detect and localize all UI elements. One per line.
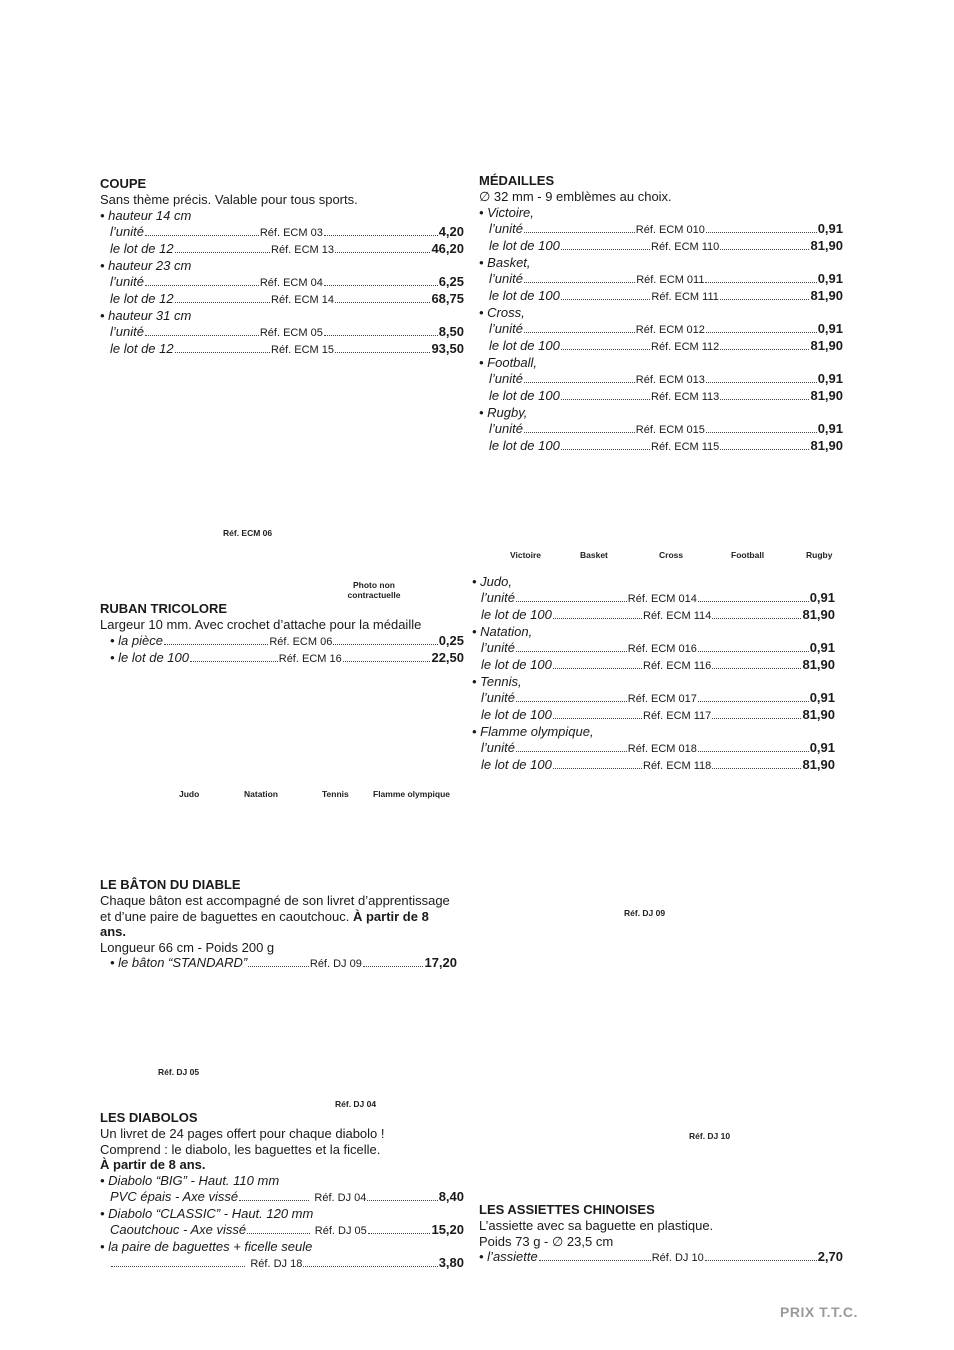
baton-description-2: [100, 909, 457, 940]
caption-flamme-olympique: Flamme olympique: [373, 789, 450, 799]
row-ref: Réf. ECM 017: [627, 693, 697, 705]
row-label: l’unité: [489, 270, 523, 286]
row-ref: Réf. ECM 05: [259, 326, 323, 339]
medaille-group-label: • Natation,: [472, 624, 533, 639]
row-price: 81,90: [810, 237, 844, 253]
caption-photo-non: Photo non: [352, 580, 395, 590]
ruban-description: Largeur 10 mm. Avec crochet d’attache pour la médaille: [100, 617, 422, 632]
price-row: [479, 421, 843, 438]
row-label: l’unité: [481, 590, 515, 605]
row-ref: Réf. ECM 114: [643, 610, 712, 622]
row-ref: Réf. ECM 018: [627, 743, 697, 755]
price-row: [472, 640, 835, 657]
medailles-section: [479, 173, 843, 455]
row-ref: Réf. DJ 10: [651, 1252, 704, 1264]
baton-title: LE BÂTON DU DIABLE: [100, 877, 241, 892]
row-label: l’unité: [110, 323, 144, 339]
price-row: [479, 1249, 843, 1266]
price-row: [100, 341, 464, 358]
medaille-group-label: • Football,: [479, 354, 538, 370]
row-label: le lot de 100: [481, 707, 552, 722]
row-price: 15,20: [431, 1221, 465, 1237]
row-price: 0,91: [809, 740, 835, 755]
assiettes-description-2: Poids 73 g - ∅ 23,5 cm: [479, 1233, 614, 1249]
row-price: 81,90: [810, 387, 844, 403]
price-row: [472, 607, 835, 624]
price-row: [100, 224, 464, 241]
row-price: 2,70: [817, 1249, 843, 1264]
medaille-group-label: • Cross,: [479, 304, 525, 320]
price-row: [479, 238, 843, 255]
price-row: [479, 288, 843, 305]
assiettes-section: [479, 1202, 843, 1266]
row-ref: Réf. DJ 09: [309, 958, 362, 970]
price-row: [100, 1189, 464, 1206]
row-ref: Réf. ECM 15: [271, 343, 335, 356]
row-label: • le lot de 100: [110, 649, 189, 665]
price-row: [100, 633, 464, 650]
caption-cross: Cross: [659, 550, 684, 560]
row-price: 81,90: [802, 707, 836, 722]
diabolos-description-2: Comprend : le diabolo, les baguettes et la ficelle.: [100, 1141, 381, 1157]
row-ref: Réf. ECM 014: [627, 593, 697, 605]
row-label: le lot de 100: [489, 237, 560, 253]
row-ref: Réf. ECM 13: [271, 243, 335, 256]
price-row: [100, 291, 464, 308]
row-label: le lot de 100: [489, 337, 560, 353]
diabolos-title: LES DIABOLOS: [100, 1110, 198, 1125]
row-label: l’unité: [481, 640, 515, 655]
row-ref: Réf. ECM 110: [651, 240, 720, 253]
medailles-more-section: [472, 574, 835, 774]
row-ref: Réf. ECM 04: [259, 276, 323, 289]
diabolos-age: À partir de 8 ans.: [100, 1157, 206, 1172]
price-row: [479, 371, 843, 388]
medaille-group-label: • Victoire,: [479, 204, 534, 220]
diabolos-description-1: Un livret de 24 pages offert pour chaque diabolo !: [100, 1126, 385, 1141]
caption-photo-non-contractuelle: [334, 580, 414, 600]
row-price: 17,20: [424, 955, 458, 970]
row-label: le lot de 100: [481, 657, 552, 672]
price-row: [472, 690, 835, 707]
assiettes-title: LES ASSIETTES CHINOISES: [479, 1202, 655, 1217]
row-ref: Réf. ECM 010: [635, 223, 705, 236]
row-ref: Réf. ECM 14: [271, 293, 335, 306]
caption-contractuelle: contractuelle: [347, 590, 401, 600]
row-ref: Réf. ECM 016: [627, 643, 697, 655]
assiettes-description-1: L’assiette avec sa baguette en plastique.: [479, 1218, 714, 1233]
row-price: 81,90: [802, 657, 836, 672]
row-ref: Réf. ECM 013: [635, 373, 705, 386]
price-row: [472, 657, 835, 674]
price-row: [479, 321, 843, 338]
coupe-group-label: • hauteur 14 cm: [100, 207, 192, 223]
baton-desc-text: et d’une paire de baguettes en caoutchouc.: [100, 908, 353, 924]
caption-football: Football: [731, 550, 765, 560]
price-row: [100, 1255, 464, 1272]
row-ref: Réf. ECM 116: [643, 660, 712, 672]
row-price: 46,20: [431, 240, 464, 256]
price-row: [472, 707, 835, 724]
row-price: 4,20: [438, 223, 464, 239]
footer-prix-ttc: PRIX T.T.C.: [780, 1304, 858, 1320]
medaille-group-label: • Basket,: [479, 254, 531, 270]
row-label: le lot de 100: [489, 387, 560, 403]
row-ref: Réf. DJ 18: [250, 1257, 303, 1270]
diabolo-item-classic: • Diabolo “CLASSIC” - Haut. 120 mm: [100, 1205, 314, 1221]
medaille-group-label: • Rugby,: [479, 404, 528, 420]
row-ref: Réf. ECM 112: [651, 340, 720, 353]
row-price: 68,75: [431, 290, 464, 306]
row-price: 81,90: [810, 287, 843, 303]
ruban-title: RUBAN TRICOLORE: [100, 601, 228, 616]
row-label: • l’assiette: [479, 1249, 538, 1264]
row-ref: Réf. DJ 05: [314, 1224, 367, 1237]
row-ref: Réf. ECM 115: [651, 440, 720, 453]
baton-description-1: Chaque bâton est accompagné de son livret d’apprentissage: [100, 893, 450, 908]
price-row: [472, 590, 835, 607]
coupe-title: COUPE: [100, 176, 147, 191]
price-row: [479, 271, 843, 288]
medailles-title: MÉDAILLES: [479, 173, 555, 188]
price-row: [479, 438, 843, 455]
row-price: 0,91: [809, 690, 835, 705]
coupe-group-label: • hauteur 23 cm: [100, 257, 192, 273]
medaille-group-label: • Judo,: [472, 574, 512, 589]
medaille-group-label: • Tennis,: [472, 674, 522, 689]
price-row: [472, 740, 835, 757]
price-row: [100, 650, 464, 667]
caption-judo: Judo: [179, 789, 200, 799]
price-row: [100, 274, 464, 291]
row-label: le lot de 12: [110, 290, 174, 306]
row-price: 8,40: [438, 1188, 464, 1204]
row-price: 0,91: [809, 640, 835, 655]
row-ref: Réf. ECM 011: [636, 273, 705, 286]
price-row: [100, 955, 457, 972]
row-price: 0,91: [817, 370, 843, 386]
caption-dj04: Réf. DJ 04: [335, 1099, 377, 1109]
row-label: l’unité: [489, 220, 523, 236]
row-label: l’unité: [489, 420, 523, 436]
caption-dj05: Réf. DJ 05: [158, 1067, 200, 1077]
row-price: 6,25: [438, 273, 464, 289]
caption-natation: Natation: [244, 789, 278, 799]
row-price: 0,91: [817, 270, 843, 286]
price-row: [479, 338, 843, 355]
row-price: 81,90: [802, 757, 836, 772]
caption-tennis: Tennis: [322, 789, 349, 799]
price-row: [100, 324, 464, 341]
row-price: 81,90: [810, 437, 844, 453]
caption-rugby: Rugby: [806, 550, 833, 560]
row-label: l’unité: [489, 320, 523, 336]
diabolos-section: [100, 1110, 464, 1272]
caption-dj09: Réf. DJ 09: [624, 908, 666, 918]
row-price: 0,91: [817, 420, 843, 436]
row-price: 0,91: [809, 590, 835, 605]
row-label: Caoutchouc - Axe vissé: [110, 1221, 247, 1237]
row-label: • la pièce: [110, 632, 163, 648]
row-price: 81,90: [802, 607, 836, 622]
row-price: 0,25: [438, 632, 465, 648]
row-label: l’unité: [489, 370, 523, 386]
row-ref: Réf. ECM 015: [635, 423, 705, 436]
diabolo-item-big: • Diabolo “BIG” - Haut. 110 mm: [100, 1172, 280, 1188]
row-ref: Réf. ECM 012: [635, 323, 705, 336]
row-price: 81,90: [810, 337, 844, 353]
coupe-description: Sans thème précis. Valable pour tous sports.: [100, 192, 358, 207]
row-ref: Réf. ECM 113: [651, 390, 720, 403]
row-price: 0,91: [817, 220, 843, 236]
row-label: l’unité: [110, 273, 144, 289]
price-row: [479, 388, 843, 405]
row-ref: Réf. ECM 118: [643, 760, 712, 772]
row-label: le lot de 12: [110, 240, 174, 256]
caption-victoire: Victoire: [510, 550, 542, 560]
row-label: PVC épais - Axe vissé: [110, 1188, 239, 1204]
row-ref: Réf. ECM 06: [269, 635, 333, 648]
row-price: 3,80: [438, 1254, 464, 1270]
row-label: le lot de 100: [489, 287, 560, 303]
row-ref: Réf. ECM 117: [643, 710, 712, 722]
baton-description-3: Longueur 66 cm - Poids 200 g: [100, 939, 275, 955]
coupe-section: [100, 176, 464, 358]
row-ref: Réf. ECM 111: [651, 290, 719, 303]
medaille-group-label: • Flamme olympique,: [472, 724, 594, 739]
row-label: le lot de 100: [481, 757, 552, 772]
price-row: [100, 1222, 464, 1239]
row-price: 93,50: [431, 340, 464, 356]
row-price: 8,50: [438, 323, 464, 339]
row-label: • le bâton “STANDARD”: [110, 955, 248, 970]
baton-age: À partir de 8 ans.: [100, 908, 429, 939]
coupe-group-label: • hauteur 31 cm: [100, 307, 192, 323]
row-label: l’unité: [481, 740, 515, 755]
price-row: [479, 221, 843, 238]
medailles-description: ∅ 32 mm - 9 emblèmes au choix.: [479, 189, 672, 204]
row-price: 22,50: [431, 649, 465, 665]
caption-basket: Basket: [580, 550, 608, 560]
row-label: le lot de 12: [110, 340, 174, 356]
caption-ecm06: Réf. ECM 06: [223, 528, 273, 538]
row-label: l’unité: [110, 223, 144, 239]
price-row: [100, 241, 464, 258]
diabolo-item-baguettes: • la paire de baguettes + ficelle seule: [100, 1238, 313, 1254]
row-label: l’unité: [481, 690, 515, 705]
row-label: le lot de 100: [481, 607, 552, 622]
ruban-section: [100, 601, 464, 667]
row-price: 0,91: [817, 320, 843, 336]
row-label: le lot de 100: [489, 437, 560, 453]
caption-dj10: Réf. DJ 10: [689, 1131, 731, 1141]
row-ref: Réf. DJ 04: [314, 1191, 367, 1204]
row-ref: Réf. ECM 16: [278, 652, 342, 665]
baton-section: [100, 877, 457, 972]
row-ref: Réf. ECM 03: [259, 226, 323, 239]
price-row: [472, 757, 835, 774]
